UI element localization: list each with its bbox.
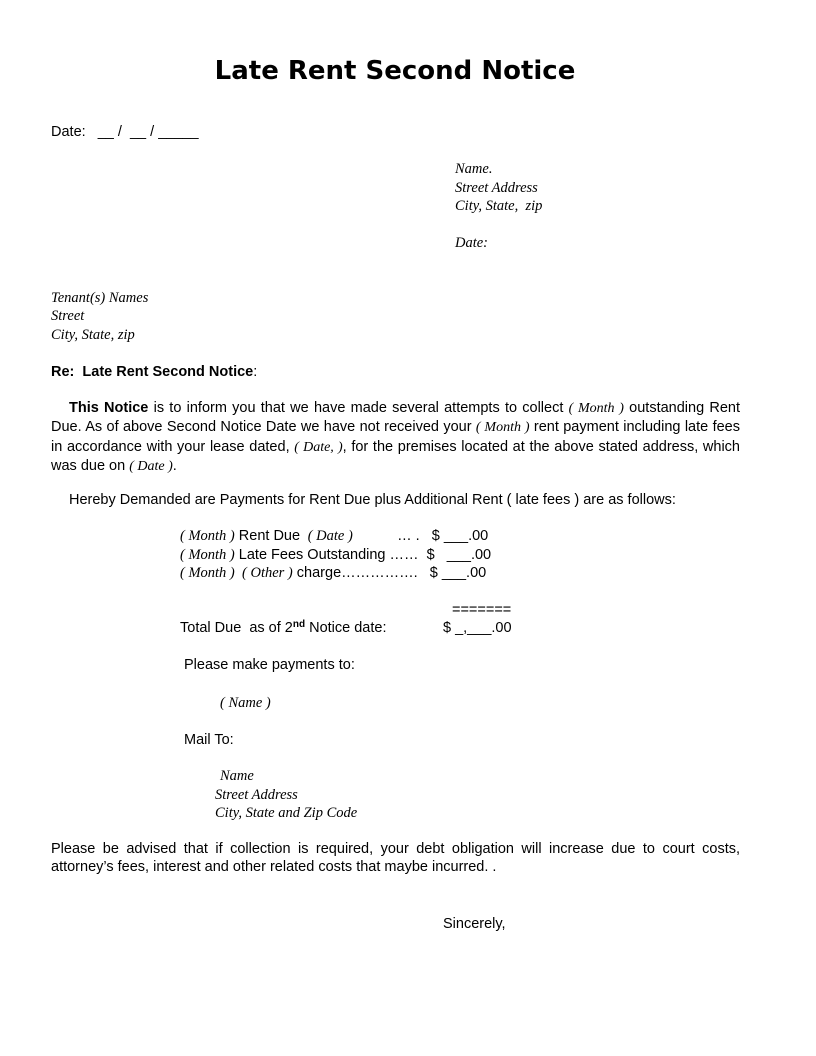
charge-amount: $ ___.00 [429, 565, 487, 581]
mail-city: City, State and Zip Code [215, 805, 358, 821]
total-line [180, 619, 386, 637]
body-month-1: ( Month ) [568, 401, 624, 416]
tenant-names: Tenant(s) Names [51, 290, 149, 306]
charge-row [180, 546, 491, 564]
mail-name: Name [220, 768, 254, 784]
payee-name: ( Name ) [220, 695, 271, 711]
re-label: Re: Late Rent Second Notice [51, 364, 254, 380]
total-separator: ======= [452, 602, 512, 618]
body-date-1: ( Date, ) [294, 439, 343, 455]
body-text-3: rent payment including late fees in accordance with your lease dated, [51, 419, 740, 455]
body-text-5: . [172, 457, 177, 474]
body-text-4: , for the premises located at the above stated address, which was due on [51, 438, 740, 474]
total-amount: $ _,___.00 [443, 620, 512, 636]
charge-row [180, 564, 486, 582]
re-line [51, 363, 257, 381]
charge-label: charge [292, 565, 342, 581]
total-label-b: Notice date: [305, 620, 387, 636]
charge-row [180, 527, 488, 545]
charge-prefix: ( Month ) ( Other ) [180, 565, 293, 581]
body-paragraph [51, 399, 740, 476]
body-text-1: is to inform you that we have made several attempts to collect [148, 400, 569, 416]
body-date-2: ( Date ) [129, 458, 173, 474]
re-colon: : [253, 364, 258, 380]
advisory-paragraph: Please be advised that if collection is required, your debt obligation will increase due to court costs, attorney’s fees, interest and other related costs that maybe incurred. . [51, 841, 740, 876]
tenant-city: City, State, zip [51, 327, 135, 343]
sender-street: Street Address [455, 180, 538, 196]
charge-dots: ……………. [341, 565, 430, 581]
document-title: Late Rent Second Notice [214, 56, 576, 86]
body-text-2: outstanding Rent Due. As of above Second Notice Date we have not received your [51, 400, 740, 436]
tenant-street: Street [51, 308, 85, 324]
charge-date: ( Date ) [304, 528, 353, 544]
mail-street: Street Address [215, 787, 298, 803]
charge-amount: $ ___.00 [431, 528, 489, 544]
mail-to: Mail To: [184, 732, 234, 748]
charge-amount: $ ___.00 [426, 547, 492, 563]
total-label-a: Total Due as of 2 [180, 620, 293, 636]
closing: Sincerely, [443, 916, 506, 932]
charge-label: Late Fees Outstanding [234, 547, 386, 563]
body-lead: This Notice [69, 400, 149, 416]
date-line: Date: __ / __ / _____ [51, 124, 199, 140]
charge-prefix: ( Month ) [180, 528, 235, 544]
demand-line: Hereby Demanded are Payments for Rent Due plus Additional Rent ( late fees ) are as follows: [69, 492, 676, 508]
sender-city: City, State, zip [455, 198, 543, 214]
charge-dots: … . [352, 528, 432, 544]
charge-dots: …… [385, 547, 427, 563]
sender-name: Name. [455, 161, 493, 177]
charge-label: Rent Due [234, 528, 305, 544]
payments-to: Please make payments to: [184, 657, 355, 673]
body-month-2: ( Month ) [475, 420, 530, 436]
charge-prefix: ( Month ) [180, 547, 235, 563]
sender-date: Date: [455, 235, 489, 251]
total-ordinal: nd [292, 619, 306, 630]
